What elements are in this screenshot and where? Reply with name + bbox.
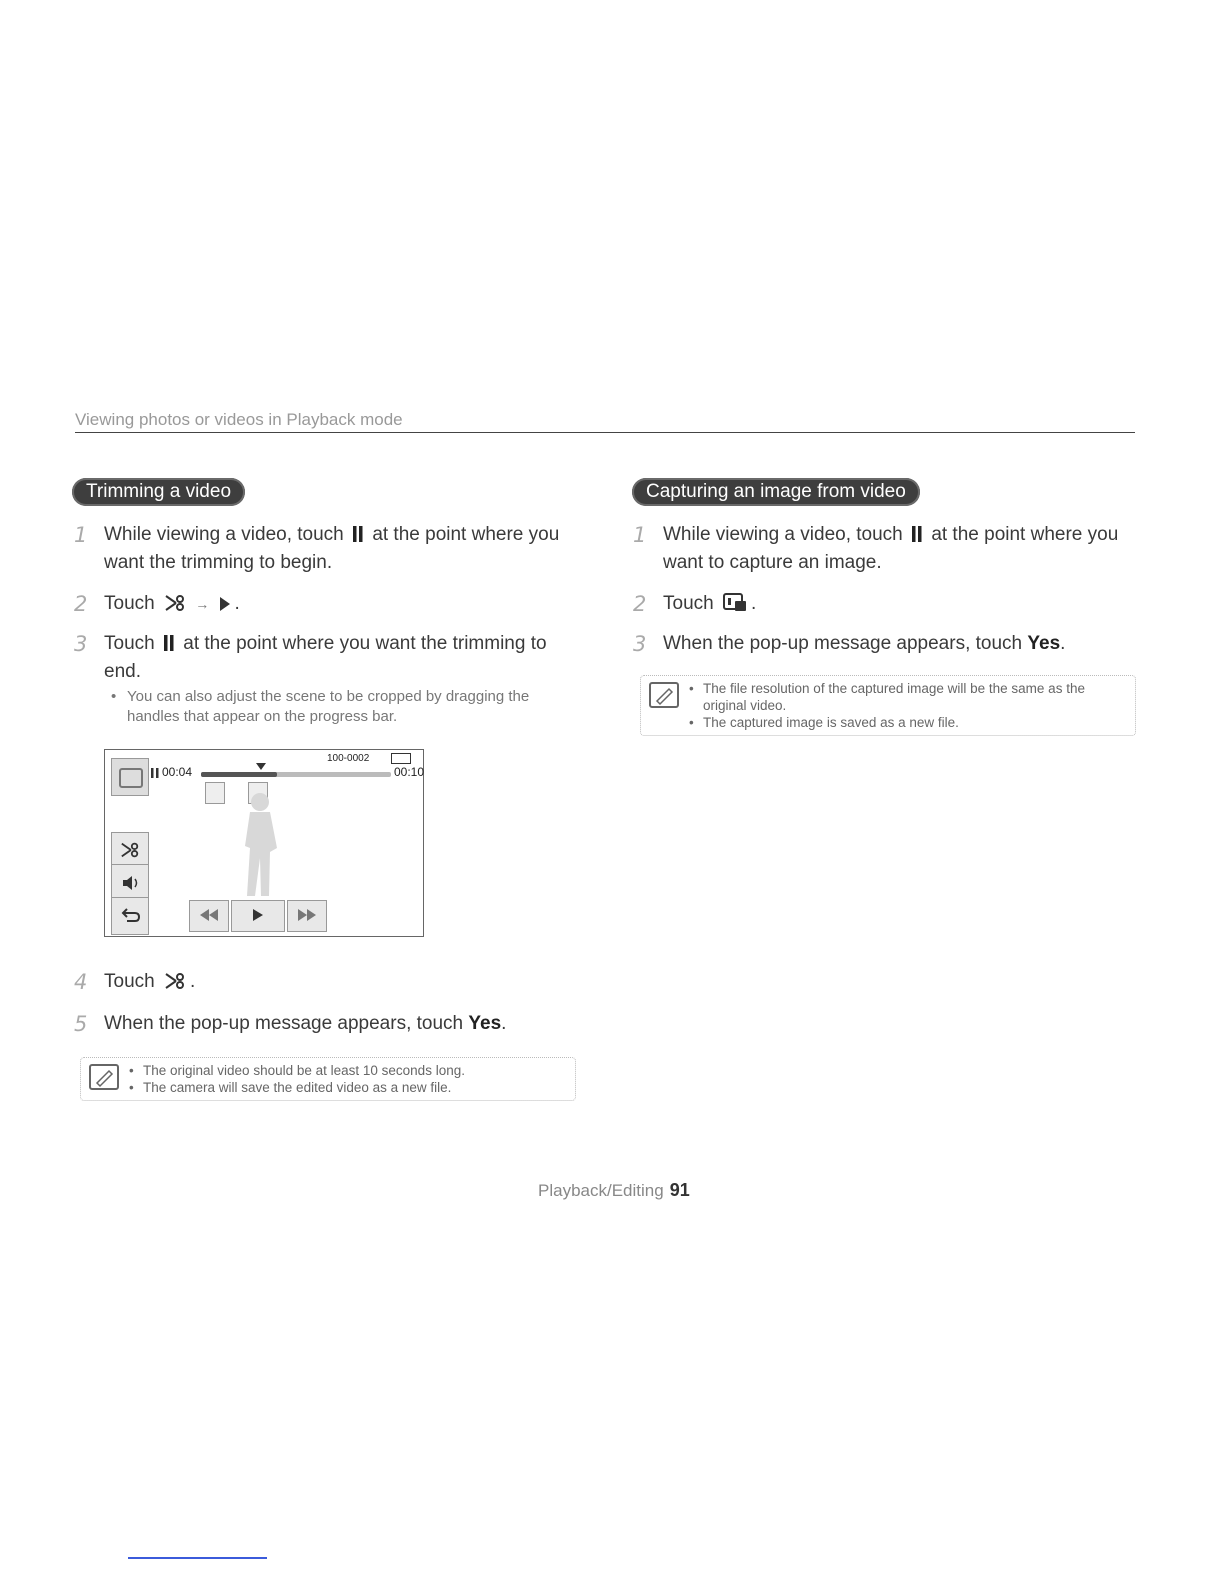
step-text: want the trimming to begin. bbox=[104, 552, 333, 573]
step-number: 2 bbox=[74, 592, 88, 616]
battery-icon bbox=[391, 753, 411, 764]
pause-icon bbox=[151, 768, 159, 778]
camera-mode-icon bbox=[111, 758, 149, 796]
note-pencil-icon bbox=[89, 1064, 119, 1090]
footer-section: Playback/Editing bbox=[538, 1181, 664, 1200]
step-number: 5 bbox=[74, 1012, 88, 1036]
step-text: . bbox=[750, 593, 757, 614]
bottom-link-underline bbox=[128, 1557, 267, 1559]
note-line: original video. bbox=[703, 698, 787, 713]
running-header bbox=[75, 407, 1135, 433]
play-button[interactable] bbox=[231, 900, 285, 932]
play-icon bbox=[219, 596, 231, 612]
page-footer bbox=[538, 1180, 690, 1201]
note-pencil-icon bbox=[649, 682, 679, 708]
bullet-text: handles that appear on the progress bar. bbox=[127, 708, 398, 725]
bullet-dot: • bbox=[111, 688, 117, 705]
step-text: Touch bbox=[663, 593, 714, 614]
step-text: Touch bbox=[104, 633, 155, 654]
left-bullet bbox=[111, 687, 587, 727]
step-text: at the point where you bbox=[931, 524, 1119, 545]
step-text: . bbox=[234, 593, 240, 614]
note-line: • The captured image is saved as a new file. bbox=[689, 715, 959, 730]
back-button[interactable] bbox=[111, 897, 149, 935]
speaker-icon bbox=[121, 874, 141, 892]
right-step-2 bbox=[633, 590, 757, 618]
note-line: • The camera will save the edited video as a new file. bbox=[129, 1080, 452, 1095]
left-note-box bbox=[80, 1057, 576, 1101]
right-step-1 bbox=[633, 521, 1123, 577]
left-step-3 bbox=[74, 630, 574, 686]
pause-icon bbox=[912, 525, 922, 543]
step-text: end. bbox=[104, 661, 141, 682]
step-number: 1 bbox=[74, 523, 88, 547]
pause-icon bbox=[353, 525, 363, 543]
progress-fill bbox=[201, 772, 277, 777]
left-step-2 bbox=[74, 590, 240, 618]
left-step-5 bbox=[74, 1010, 507, 1038]
progress-marker[interactable] bbox=[256, 763, 266, 770]
step-text: at the point where you bbox=[372, 524, 560, 545]
forward-icon bbox=[297, 908, 317, 922]
right-note-box bbox=[640, 675, 1136, 736]
left-step-4 bbox=[74, 968, 196, 996]
step-text: . bbox=[501, 1013, 507, 1034]
yes-label: Yes bbox=[1027, 633, 1061, 654]
page-number: 91 bbox=[669, 1180, 690, 1200]
step-number: 3 bbox=[633, 632, 647, 656]
section-title-capturing: Capturing an image from video bbox=[632, 478, 920, 506]
step-number: 3 bbox=[74, 632, 88, 656]
right-step-3 bbox=[633, 630, 1066, 658]
header-title: Viewing photos or videos in Playback mode bbox=[75, 410, 403, 429]
step-text: want to capture an image. bbox=[663, 552, 882, 573]
arrow: → bbox=[195, 596, 210, 612]
time-end: 00:10 bbox=[394, 765, 425, 779]
camera-screen-illustration bbox=[104, 749, 424, 937]
rewind-button[interactable] bbox=[189, 900, 229, 932]
section-title-trimming: Trimming a video bbox=[72, 478, 245, 506]
step-text: While viewing a video, touch bbox=[104, 524, 344, 545]
bullet-text: You can also adjust the scene to be cropped by dragging the bbox=[127, 688, 530, 705]
step-number: 2 bbox=[633, 592, 647, 616]
step-text: When the pop-up message appears, touch bbox=[663, 633, 1023, 654]
trim-start-handle[interactable] bbox=[205, 782, 225, 804]
note-line: • The original video should be at least 10 seconds long. bbox=[129, 1063, 465, 1078]
step-text: While viewing a video, touch bbox=[663, 524, 903, 545]
step-text: . bbox=[189, 971, 196, 992]
rewind-icon bbox=[199, 908, 219, 922]
note-line: • The file resolution of the captured image will be the same as the bbox=[689, 681, 1085, 696]
scissors-icon bbox=[164, 594, 186, 612]
step-number: 4 bbox=[74, 970, 88, 994]
step-text: . bbox=[1060, 633, 1066, 654]
step-number: 1 bbox=[633, 523, 647, 547]
forward-button[interactable] bbox=[287, 900, 327, 932]
step-text: When the pop-up message appears, touch bbox=[104, 1013, 464, 1034]
play-icon bbox=[252, 908, 264, 922]
back-icon bbox=[121, 907, 141, 923]
left-step-1 bbox=[74, 521, 564, 577]
person-figure bbox=[235, 788, 295, 898]
step-text: Touch bbox=[104, 971, 155, 992]
step-text: Touch bbox=[104, 593, 155, 614]
yes-label: Yes bbox=[468, 1013, 502, 1034]
pause-icon bbox=[164, 634, 174, 652]
scissors-icon bbox=[120, 841, 140, 859]
time-start: 00:04 bbox=[162, 765, 193, 779]
step-text: at the point where you want the trimming to bbox=[183, 633, 547, 654]
progress-bar[interactable] bbox=[201, 772, 391, 777]
file-number: 100-0002 bbox=[327, 753, 370, 764]
capture-image-icon bbox=[723, 592, 747, 612]
scissors-icon bbox=[164, 972, 186, 990]
